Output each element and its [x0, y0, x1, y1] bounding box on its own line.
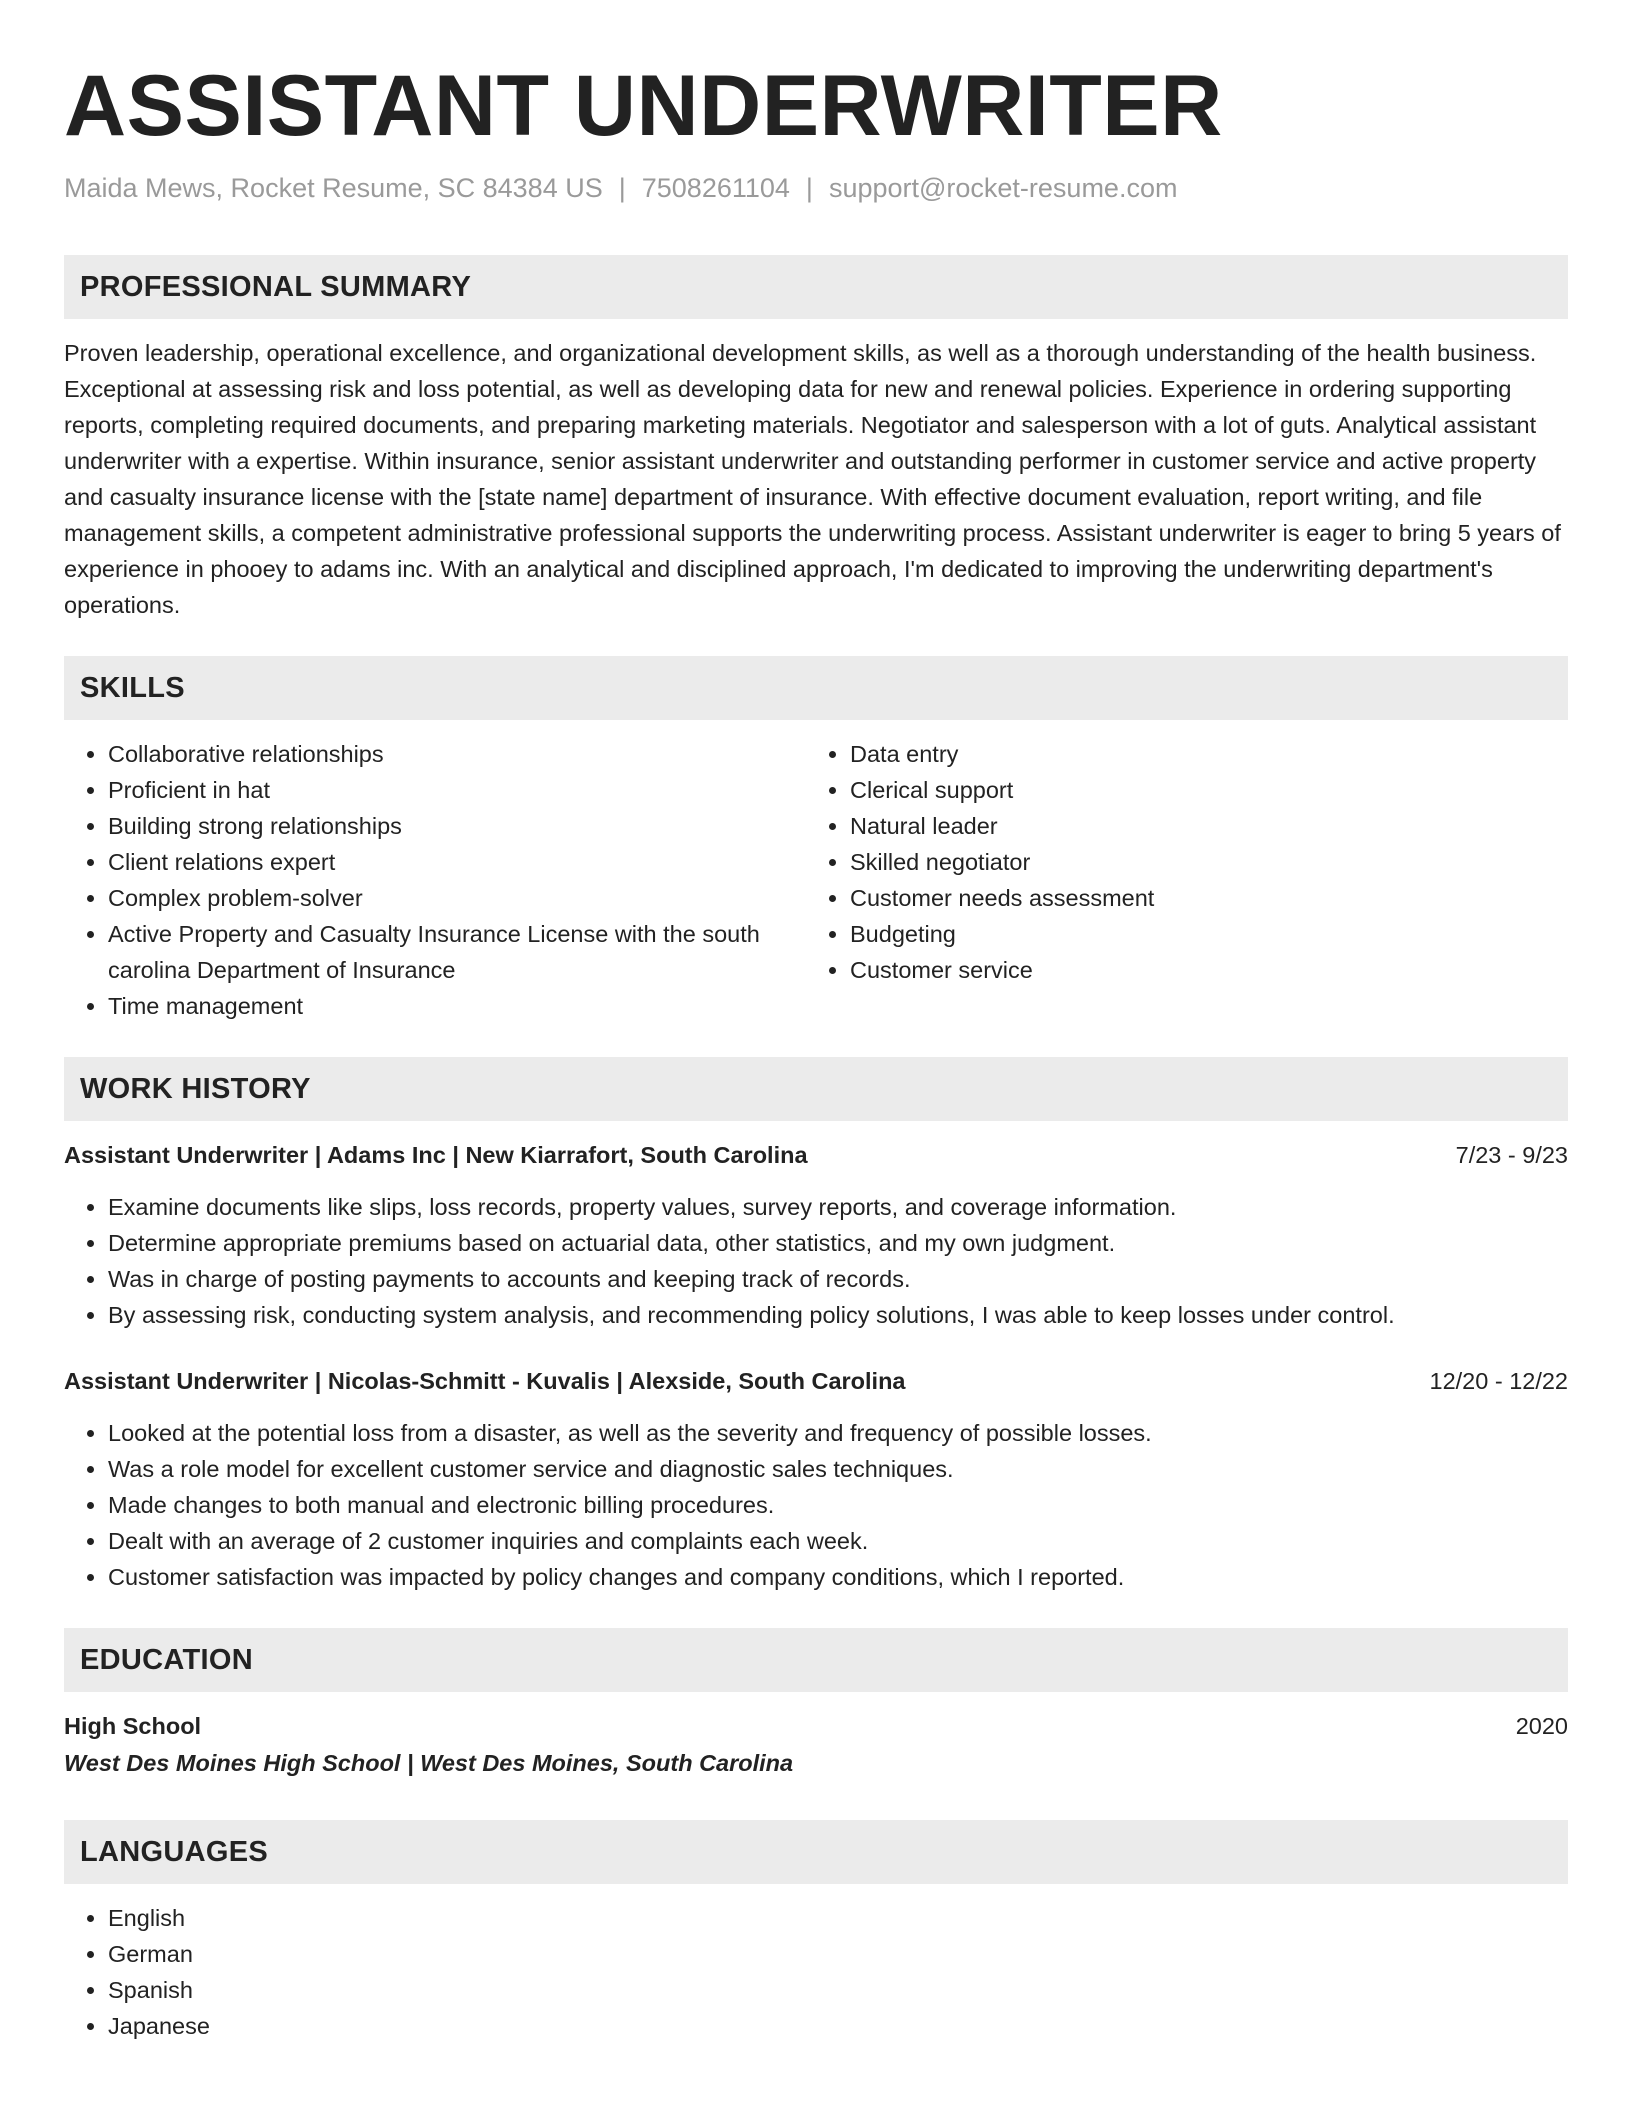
language-item: • Spanish: [108, 1972, 1568, 2008]
job-heading: Assistant Underwriter | Nicolas-Schmitt - Kuvalis | Alexside, South Carolina: [64, 1368, 906, 1394]
education-school: West Des Moines High School | West Des Moines, South Carolina: [64, 1750, 794, 1776]
resume-content: [64, 56, 1568, 2044]
skill-item: • Clerical support: [850, 772, 1568, 808]
job-bullet: • Determine appropriate premiums based on actuarial data, other statistics, and my own judgment.: [108, 1225, 1568, 1261]
job-bullets: [64, 1415, 1568, 1595]
job-bullet: • Looked at the potential loss from a disaster, as well as the severity and frequency of possible losses.: [108, 1415, 1568, 1451]
language-item: • Japanese: [108, 2008, 1568, 2044]
education-degree: High School: [64, 1713, 202, 1739]
skills-list-right: [806, 736, 1568, 988]
job-dates: 12/20 - 12/22: [1429, 1368, 1568, 1394]
skills-grid: [64, 736, 1568, 1024]
job-bullet: • Dealt with an average of 2 customer inquiries and complaints each week.: [108, 1523, 1568, 1559]
job-bullet: • Made changes to both manual and electronic billing procedures.: [108, 1487, 1568, 1523]
skill-item: • Time management: [108, 988, 806, 1024]
job-bullet: • By assessing risk, conducting system analysis, and recommending policy solutions, I was able to keep losses under control.: [108, 1297, 1568, 1333]
education-entry: [64, 1708, 1568, 1782]
skill-item: • Skilled negotiator: [850, 844, 1568, 880]
skills-column-right: [806, 736, 1568, 1024]
contact-separator: |: [618, 173, 626, 203]
job-bullet: • Examine documents like slips, loss records, property values, survey reports, and coverage information.: [108, 1189, 1568, 1225]
skill-item: • Client relations expert: [108, 844, 806, 880]
job-dates: 7/23 - 9/23: [1455, 1142, 1568, 1168]
contact-line: [64, 170, 1568, 206]
job-bullet: • Was a role model for excellent customer service and diagnostic sales techniques.: [108, 1451, 1568, 1487]
language-item: • German: [108, 1936, 1568, 1972]
summary-text: Proven leadership, operational excellence, and organizational development skills, as well as a thorough understanding of the health business. Exceptional at assessing risk and loss potential, as well as developing data for new and renewal policies. Experience in ordering supporting reports, completing required documents, and preparing marketing materials. Negotiator and salesperson with a lot of guts. Analytical assistant underwriter with a expertise. Within insurance, senior assistant underwriter and outstanding performer in customer service and active property and casualty insurance license with the [state name] department of insurance. With effective document evaluation, report writing, and file management skills, a competent administrative professional supports the underwriting process. Assistant underwriter is eager to bring 5 years of experience in phooey to adams inc. With an analytical and disciplined approach, I'm dedicated to improving the underwriting department's operations.: [64, 340, 1561, 618]
languages-block: [64, 1900, 1568, 2044]
job-entry: [64, 1137, 1568, 1333]
skills-column-left: [64, 736, 806, 1024]
skill-item: • Building strong relationships: [108, 808, 806, 844]
contact-address: Maida Mews, Rocket Resume, SC 84384 US: [64, 173, 603, 203]
skill-item: • Customer service: [850, 952, 1568, 988]
contact-separator: |: [805, 173, 813, 203]
job-header: [64, 1137, 1568, 1173]
education-header: [64, 1708, 1568, 1744]
skill-item: • Active Property and Casualty Insurance License with the south carolina Department of Insurance: [108, 916, 806, 988]
skill-item: • Collaborative relationships: [108, 736, 806, 772]
section-heading-education: EDUCATION: [64, 1628, 1568, 1692]
skill-item: • Proficient in hat: [108, 772, 806, 808]
section-heading-languages: LANGUAGES: [64, 1820, 1568, 1884]
skill-item: • Customer needs assessment: [850, 880, 1568, 916]
skills-list-left: [64, 736, 806, 1024]
contact-phone: 7508261104: [641, 173, 790, 203]
job-header: [64, 1363, 1568, 1399]
skill-item: • Budgeting: [850, 916, 1568, 952]
section-heading-summary: PROFESSIONAL SUMMARY: [64, 255, 1568, 319]
job-bullet: • Was in charge of posting payments to accounts and keeping track of records.: [108, 1261, 1568, 1297]
language-item: • English: [108, 1900, 1568, 1936]
section-heading-skills: SKILLS: [64, 656, 1568, 720]
job-bullets: [64, 1189, 1568, 1333]
job-bullet: • Customer satisfaction was impacted by policy changes and company conditions, which I reported.: [108, 1559, 1568, 1595]
skill-item: • Natural leader: [850, 808, 1568, 844]
job-entry: [64, 1363, 1568, 1595]
job-heading: Assistant Underwriter | Adams Inc | New Kiarrafort, South Carolina: [64, 1142, 808, 1168]
skill-item: • Complex problem-solver: [108, 880, 806, 916]
section-heading-work-history: WORK HISTORY: [64, 1057, 1568, 1121]
languages-list: [64, 1900, 1568, 2044]
education-year: 2020: [1515, 1713, 1568, 1739]
contact-email: support@rocket-resume.com: [828, 173, 1178, 203]
resume-title: ASSISTANT UNDERWRITER: [64, 58, 1223, 154]
skill-item: • Data entry: [850, 736, 1568, 772]
